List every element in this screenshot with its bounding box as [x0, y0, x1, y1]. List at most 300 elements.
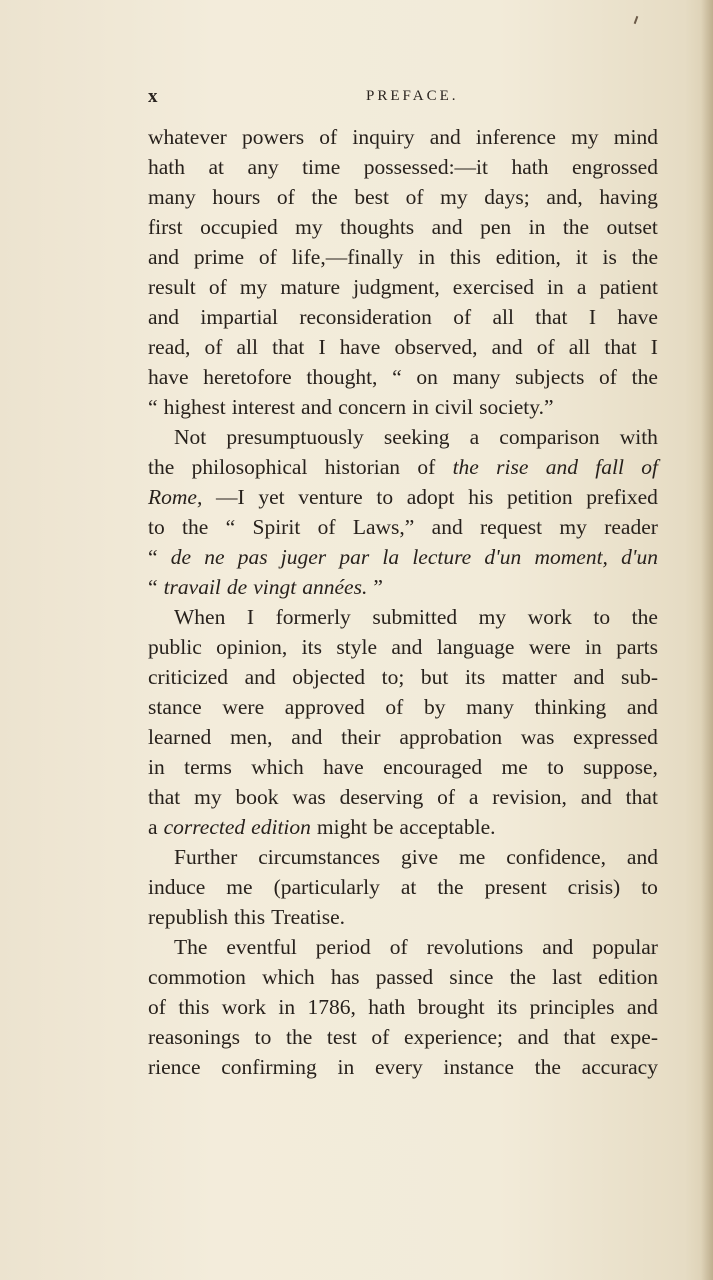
running-head: PREFACE. [366, 88, 459, 104]
word: prefixed [586, 485, 658, 509]
word: and [429, 125, 461, 149]
word: life,—finally [291, 245, 404, 269]
word: time [302, 155, 341, 179]
word: the [631, 365, 658, 389]
word: yet [258, 485, 285, 509]
word: that [625, 785, 658, 809]
word: the [562, 215, 590, 239]
word: Further [174, 845, 238, 869]
word: Not [174, 425, 207, 449]
text-line [148, 482, 658, 512]
word: it [575, 245, 588, 269]
word: present [484, 875, 547, 899]
word: work [527, 605, 572, 629]
word: men, [230, 725, 273, 749]
word: presumptuously [226, 425, 364, 449]
text-line [148, 302, 658, 332]
word: principles [529, 995, 615, 1019]
text-line [148, 362, 658, 392]
word: lecture [412, 545, 472, 569]
word: at [400, 875, 417, 899]
word: adopt [406, 485, 455, 509]
word: thought, [306, 365, 378, 389]
word: a [148, 815, 158, 839]
word: and [431, 215, 463, 239]
word: civil [434, 395, 474, 419]
word: comparison [499, 425, 600, 449]
word: to [593, 605, 611, 629]
word: expe- [610, 1025, 658, 1049]
word: my [440, 185, 468, 209]
word: stance [148, 695, 202, 719]
text-line [148, 752, 658, 782]
word: de [170, 545, 192, 569]
word: and [148, 305, 180, 329]
word: “ [225, 515, 236, 539]
word: juger [280, 545, 327, 569]
word: first [148, 215, 183, 239]
word: deserving [339, 785, 424, 809]
word: of [371, 1025, 390, 1049]
word: edition, [495, 245, 561, 269]
word: rience [148, 1055, 201, 1079]
text-line [148, 812, 658, 842]
word: confirming [221, 1055, 317, 1079]
word: me [501, 755, 528, 779]
text-line [148, 422, 658, 452]
word: mature [280, 275, 341, 299]
word: accuracy [581, 1055, 658, 1079]
word: moment, [534, 545, 608, 569]
word: the [534, 1055, 561, 1079]
word: passed [375, 965, 434, 989]
word: request [480, 515, 543, 539]
word: and [542, 935, 574, 959]
word: and [517, 1025, 549, 1049]
word: of [208, 275, 227, 299]
word: I [318, 335, 326, 359]
word: my [559, 515, 587, 539]
word: with [619, 425, 658, 449]
word: work [221, 995, 266, 1019]
word: concern [338, 395, 407, 419]
word: possessed:—it [363, 155, 488, 179]
word: reader [604, 515, 658, 539]
word: the [437, 875, 464, 899]
word: interest [231, 395, 295, 419]
text-line [148, 332, 658, 362]
word: my [239, 275, 268, 299]
word: années. [302, 575, 368, 599]
word: corrected [163, 815, 246, 839]
word: historian [324, 455, 401, 479]
word: impartial [200, 305, 278, 329]
word: have [323, 755, 364, 779]
word: last [552, 965, 583, 989]
word: which [262, 965, 315, 989]
word: d'un [621, 545, 658, 569]
word: language [436, 635, 515, 659]
word: hath [368, 995, 406, 1019]
word: at [208, 155, 225, 179]
word: has [330, 965, 360, 989]
word: was [520, 725, 555, 749]
word: travail [163, 575, 221, 599]
word: in [547, 275, 564, 299]
word: suppose, [583, 755, 658, 779]
text-line [148, 122, 658, 152]
word: sub- [620, 665, 658, 689]
word: that [563, 1025, 596, 1049]
word: might [316, 815, 368, 839]
word: “ [148, 575, 158, 599]
word: book [235, 785, 279, 809]
text-line [148, 872, 658, 902]
ink-speck [634, 16, 639, 24]
text-line [148, 692, 658, 722]
word: me [459, 845, 486, 869]
word: patient [599, 275, 658, 299]
word: of [405, 185, 424, 209]
word: a [469, 425, 480, 449]
word: encouraged [383, 755, 483, 779]
word: of [437, 785, 455, 809]
word: give [401, 845, 439, 869]
word: but [420, 665, 449, 689]
word: have [148, 365, 189, 389]
word: test [326, 1025, 357, 1049]
word: were [528, 635, 571, 659]
word: heretofore [203, 365, 292, 389]
word: many [148, 185, 196, 209]
word: result [148, 275, 196, 299]
text-line [148, 242, 658, 272]
body-text [148, 122, 658, 1082]
word: venture [298, 485, 363, 509]
text-line [148, 512, 658, 542]
word: of [317, 515, 336, 539]
word: thoughts [340, 215, 415, 239]
word: objected [292, 665, 366, 689]
word: rise [496, 455, 529, 479]
text-line [148, 182, 658, 212]
word: formerly [275, 605, 351, 629]
word: —I [215, 485, 245, 509]
word: d'un [484, 545, 522, 569]
word: ne [204, 545, 225, 569]
word: a [468, 785, 479, 809]
word: mind [613, 125, 658, 149]
word: its [496, 995, 518, 1019]
word: their [341, 725, 381, 749]
word: inquiry [352, 125, 415, 149]
word: in [148, 755, 165, 779]
word: me [226, 875, 253, 899]
word: the [285, 1025, 313, 1049]
word: I [588, 305, 597, 329]
word: terms [184, 755, 232, 779]
text-line [148, 572, 658, 602]
word: and [626, 995, 658, 1019]
word: powers [241, 125, 305, 149]
word: to [254, 1025, 272, 1049]
word: parts [616, 635, 658, 659]
word: The [174, 935, 208, 959]
word: edition [251, 815, 311, 839]
word: to; [381, 665, 405, 689]
word: republish [148, 905, 229, 929]
word: Spirit [252, 515, 301, 539]
word: brought [417, 995, 485, 1019]
word: is [602, 245, 617, 269]
word: philosophical [191, 455, 308, 479]
word: learned [148, 725, 212, 749]
word: Treatise. [271, 905, 345, 929]
word: his [468, 485, 494, 509]
word: in [337, 1055, 355, 1079]
word: I [246, 605, 255, 629]
word: this [178, 995, 210, 1019]
word: style [336, 635, 377, 659]
word: to [547, 755, 564, 779]
word: I [650, 335, 658, 359]
word: on [416, 365, 438, 389]
word: its [301, 635, 322, 659]
word: reasonings [148, 1025, 240, 1049]
word: be [373, 815, 394, 839]
word: subjects [515, 365, 585, 389]
word: (particularly [273, 875, 380, 899]
word: criticized [148, 665, 228, 689]
word: a [576, 275, 587, 299]
word: in [418, 245, 435, 269]
word: the [631, 605, 658, 629]
word: induce [148, 875, 206, 899]
word: 1786, [307, 995, 356, 1019]
word: many [466, 695, 514, 719]
word: my [478, 605, 507, 629]
word: that [272, 335, 305, 359]
word: opinion, [216, 635, 288, 659]
word: highest [163, 395, 226, 419]
word: and [431, 515, 463, 539]
word: and [580, 785, 612, 809]
word: seeking [383, 425, 450, 449]
word: and [626, 845, 658, 869]
word: la [382, 545, 400, 569]
word: in [278, 995, 296, 1019]
word: hath [511, 155, 549, 179]
text-line [148, 902, 658, 932]
word: popular [592, 935, 658, 959]
text-line [148, 962, 658, 992]
word: and [573, 665, 605, 689]
word: prime [193, 245, 245, 269]
word: public [148, 635, 202, 659]
word: Laws,” [352, 515, 415, 539]
text-line [148, 782, 658, 812]
word: to [376, 485, 394, 509]
word: since [449, 965, 494, 989]
word: eventful [226, 935, 297, 959]
word: and [244, 665, 276, 689]
word: my [194, 785, 222, 809]
word: par [339, 545, 370, 569]
word: the [148, 455, 175, 479]
word: and [391, 635, 423, 659]
word: and [301, 395, 333, 419]
text-line [148, 392, 658, 422]
word: When [174, 605, 226, 629]
word: revision, [492, 785, 567, 809]
word: all [236, 335, 259, 359]
word: fall [595, 455, 624, 479]
word: of [204, 335, 223, 359]
word: approved [284, 695, 365, 719]
word: best [354, 185, 389, 209]
word: experience; [403, 1025, 504, 1049]
word: society.” [479, 395, 554, 419]
word: reconsideration [299, 305, 432, 329]
word: of [148, 995, 166, 1019]
word: vingt [253, 575, 297, 599]
word: which [251, 755, 304, 779]
word: commotion [148, 965, 246, 989]
word: de [226, 575, 248, 599]
word: this [449, 245, 481, 269]
text-line [148, 662, 658, 692]
text-line [148, 152, 658, 182]
word: having [599, 185, 658, 209]
word: read, [148, 335, 191, 359]
word: observed, [394, 335, 478, 359]
word: that [535, 305, 568, 329]
word: have [339, 335, 381, 359]
word: expressed [573, 725, 658, 749]
word: that [604, 335, 637, 359]
word: of [417, 455, 436, 479]
word: in [528, 215, 546, 239]
word: and [148, 245, 180, 269]
word: circumstances [258, 845, 381, 869]
word: “ [148, 395, 158, 419]
page-edge-shadow [701, 0, 713, 1280]
word: all [492, 305, 514, 329]
word: exercised [452, 275, 534, 299]
word: revolutions [426, 935, 524, 959]
word: submitted [372, 605, 458, 629]
word: crisis) [567, 875, 621, 899]
word: whatever [148, 125, 227, 149]
word: hours [212, 185, 261, 209]
word: engrossed [572, 155, 658, 179]
word: any [247, 155, 279, 179]
word: judgment, [353, 275, 440, 299]
word: outset [606, 215, 658, 239]
page-header [148, 86, 658, 110]
word: of [536, 335, 555, 359]
word: of [319, 125, 338, 149]
word: period [315, 935, 371, 959]
word: were [222, 695, 265, 719]
word: ” [373, 575, 383, 599]
word: in [412, 395, 429, 419]
text-line [148, 932, 658, 962]
word: the [509, 965, 536, 989]
page-number: x [148, 86, 158, 107]
word: the [182, 515, 209, 539]
word: instance [443, 1055, 514, 1079]
word: to [148, 515, 165, 539]
word: this [234, 905, 266, 929]
text-line [148, 632, 658, 662]
text-line [148, 722, 658, 752]
word: petition [506, 485, 573, 509]
text-line [148, 452, 658, 482]
text-line [148, 542, 658, 572]
word: have [617, 305, 658, 329]
word: occupied [200, 215, 278, 239]
word: approbation [399, 725, 503, 749]
word: of [276, 185, 295, 209]
word: by [423, 695, 446, 719]
word: of [641, 455, 658, 479]
text-line [148, 602, 658, 632]
word: pen [480, 215, 512, 239]
text-line [148, 1052, 658, 1082]
word: was [292, 785, 326, 809]
word: pas [237, 545, 268, 569]
word: and [626, 695, 658, 719]
word: the [452, 455, 479, 479]
word: and, [546, 185, 583, 209]
word: of [599, 365, 617, 389]
word: of [453, 305, 472, 329]
word: and [491, 335, 523, 359]
word: to [641, 875, 658, 899]
word: of [389, 935, 408, 959]
word: many [452, 365, 501, 389]
text-line [148, 992, 658, 1022]
word: edition [598, 965, 658, 989]
word: days; [484, 185, 530, 209]
text-line [148, 212, 658, 242]
word: my [571, 125, 599, 149]
word: “ [148, 545, 158, 569]
word: of [385, 695, 404, 719]
word: inference [475, 125, 556, 149]
word: “ [392, 365, 402, 389]
word: the [631, 245, 658, 269]
word: and [545, 455, 578, 479]
word: of [258, 245, 277, 269]
word: confidence, [506, 845, 606, 869]
word: its [464, 665, 486, 689]
word: my [295, 215, 323, 239]
word: that [148, 785, 181, 809]
word: all [568, 335, 591, 359]
word: hath [148, 155, 186, 179]
word: matter [501, 665, 557, 689]
word: acceptable. [399, 815, 496, 839]
text-line [148, 272, 658, 302]
word: and [291, 725, 323, 749]
word: every [374, 1055, 423, 1079]
word: Rome, [148, 485, 203, 509]
text-line [148, 842, 658, 872]
text-line [148, 1022, 658, 1052]
word: thinking [534, 695, 607, 719]
